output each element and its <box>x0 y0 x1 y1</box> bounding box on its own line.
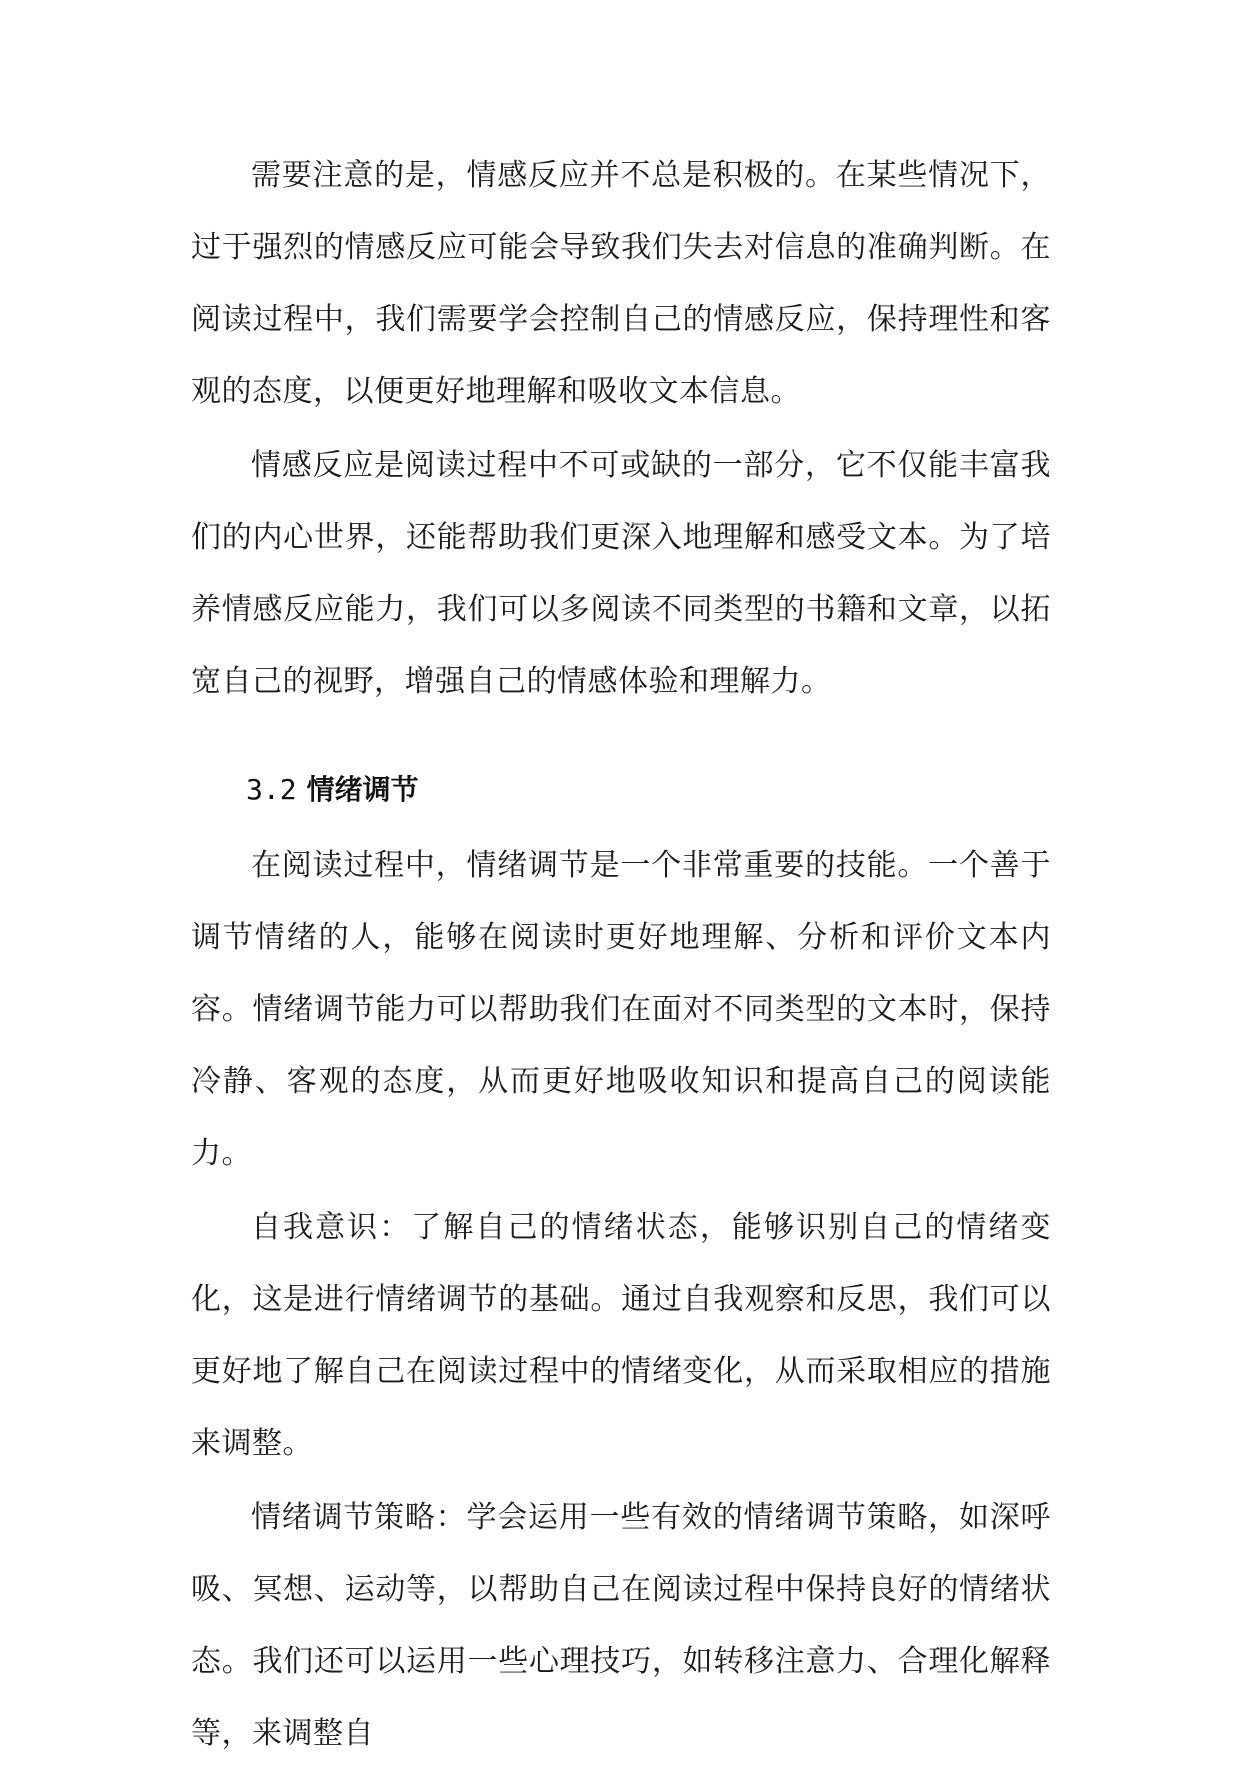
document-body <box>191 140 1051 1770</box>
paragraph: 在阅读过程中，情绪调节是一个非常重要的技能。一个善于调节情绪的人，能够在阅读时更好地理解、分析和评价文本内容。情绪调节能力可以帮助我们在面对不同类型的文本时，保持冷静、客观的态度，从而更好地吸收知识和提高自己的阅读能力。 <box>191 848 1051 1171</box>
section-title: 情绪调节 <box>306 773 419 806</box>
section-number: 3.2 <box>246 773 297 806</box>
paragraph: 情感反应是阅读过程中不可或缺的一部分，它不仅能丰富我们的内心世界，还能帮助我们更深入地理解和感受文本。为了培养情感反应能力，我们可以多阅读不同类型的书籍和文章，以拓宽自己的视野，增强自己的情感体验和理解力。 <box>191 448 1051 699</box>
paragraph: 情绪调节策略：学会运用一些有效的情绪调节策略，如深呼吸、冥想、运动等，以帮助自己在阅读过程中保持良好的情绪状态。我们还可以运用一些心理技巧，如转移注意力、合理化解释等，来调整自 <box>191 1500 1051 1751</box>
paragraph: 需要注意的是，情感反应并不总是积极的。在某些情况下，过于强烈的情感反应可能会导致我们失去对信息的准确判断。在阅读过程中，我们需要学会控制自己的情感反应，保持理性和客观的态度，以便更好地理解和吸收文本信息。 <box>191 158 1051 409</box>
section-heading <box>191 754 1051 826</box>
paragraph: 自我意识：了解自己的情绪状态，能够识别自己的情绪变化，这是进行情绪调节的基础。通过自我观察和反思，我们可以更好地了解自己在阅读过程中的情绪变化，从而采取相应的措施来调整。 <box>191 1210 1051 1461</box>
